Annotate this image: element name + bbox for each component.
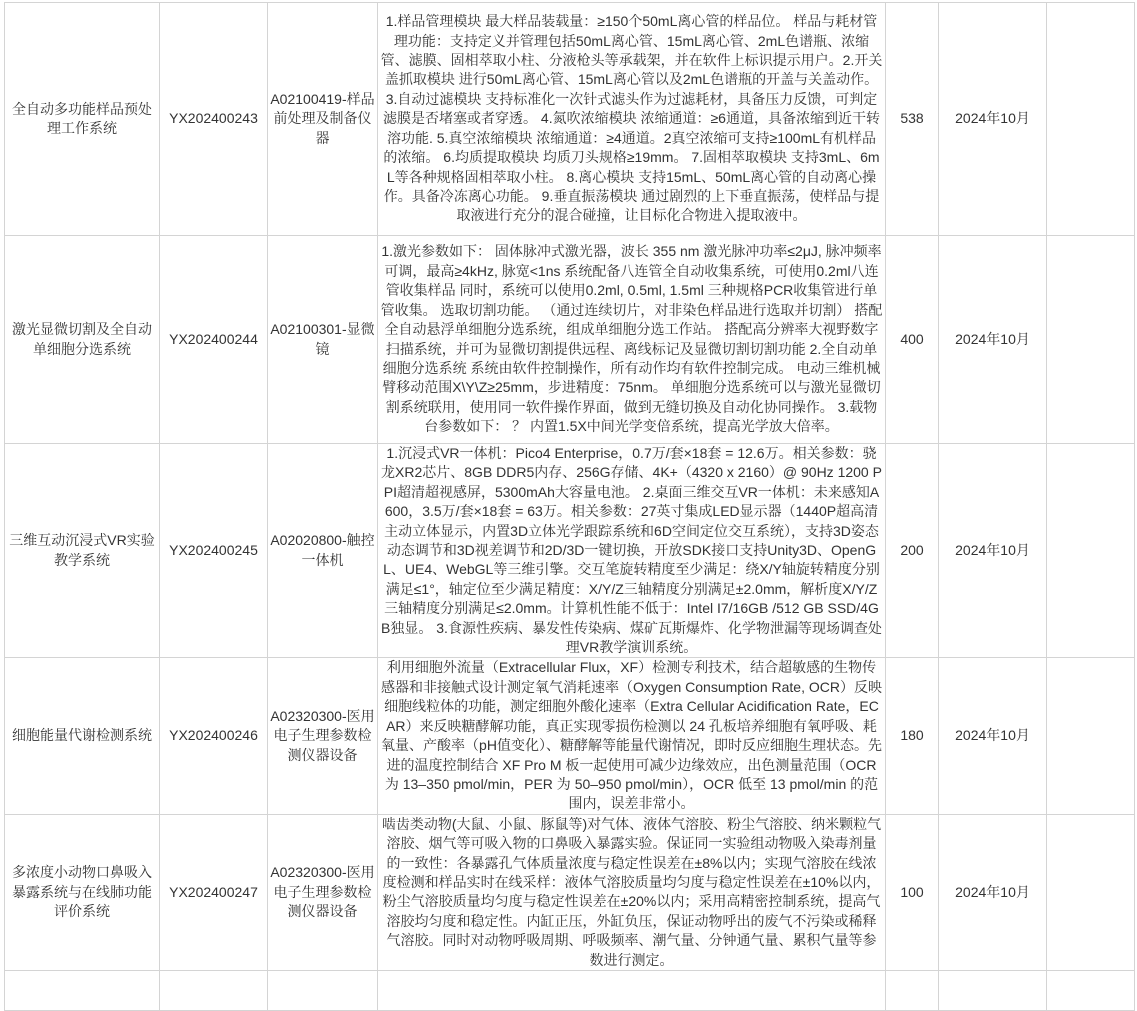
category-code-cell: A02320300-医用电子生理参数检测仪器设备 [268, 658, 378, 814]
empty-cell [1047, 444, 1135, 658]
empty-cell [5, 970, 160, 1010]
empty-cell [886, 970, 939, 1010]
project-id-cell: YX202400246 [160, 658, 268, 814]
equipment-name-cell: 全自动多功能样品预处理工作系统 [5, 3, 160, 236]
project-id-cell: YX202400247 [160, 814, 268, 970]
empty-cell [939, 970, 1047, 1010]
equipment-name-cell: 多浓度小动物口鼻吸入暴露系统与在线肺功能评价系统 [5, 814, 160, 970]
budget-amount-cell: 100 [886, 814, 939, 970]
empty-cell [1047, 658, 1135, 814]
date-cell: 2024年10月 [939, 814, 1047, 970]
equipment-table [4, 2, 1135, 1011]
spec-description-cell: 1.样品管理模块 最大样品装载量：≥150个50mL离心管的样品位。 样品与耗材管理功能：支持定义并管理包括50mL离心管、15mL离心管、2mL色谱瓶、浓缩管、滤膜、固相萃取小柱、分液枪头等承载架，并在软件上标识提示用户。2.开关盖抓取模块 进行50mL离心管、15mL离心管以及2mL色谱瓶的开盖与关盖动作。 3.自动过滤模块 支持标准化一次针式滤头作为过滤耗材，具备压力反馈，可判定滤膜是否堵塞或者穿透。 4.氮吹浓缩模块 浓缩通道：≥6通道，具备浓缩到近干转溶功能. 5.真空浓缩模块 浓缩通道：≥4通道。2真空浓缩可支持≥100mL有机样品的浓缩。 6.均质提取模块 均质刀头规格≥19mm。 7.固相萃取模块 支持3mL、6mL等各种规格固相萃取小柱。 8.离心模块 支持15mL、50mL离心管的自动离心操作。具备冷冻离心功能。 9.垂直振荡模块 通过剧烈的上下垂直振荡，使样品与提取液进行充分的混合碰撞，让目标化合物进入提取液中。 [378, 3, 886, 236]
empty-cell [378, 970, 886, 1010]
budget-amount-cell: 538 [886, 3, 939, 236]
date-cell: 2024年10月 [939, 444, 1047, 658]
project-id-cell: YX202400243 [160, 3, 268, 236]
empty-cell [268, 970, 378, 1010]
table-row [5, 658, 1135, 814]
equipment-name-cell: 激光显微切割及全自动单细胞分选系统 [5, 236, 160, 444]
empty-cell [160, 970, 268, 1010]
category-code-cell: A02100419-样品前处理及制备仪器 [268, 3, 378, 236]
equipment-name-cell: 细胞能量代谢检测系统 [5, 658, 160, 814]
table-row [5, 444, 1135, 658]
budget-amount-cell: 200 [886, 444, 939, 658]
date-cell: 2024年10月 [939, 658, 1047, 814]
table-row [5, 814, 1135, 970]
project-id-cell: YX202400244 [160, 236, 268, 444]
budget-amount-cell: 180 [886, 658, 939, 814]
equipment-name-cell: 三维互动沉浸式VR实验教学系统 [5, 444, 160, 658]
category-code-cell: A02320300-医用电子生理参数检测仪器设备 [268, 814, 378, 970]
date-cell: 2024年10月 [939, 236, 1047, 444]
category-code-cell: A02100301-显微镜 [268, 236, 378, 444]
budget-amount-cell: 400 [886, 236, 939, 444]
table-row [5, 236, 1135, 444]
category-code-cell: A02020800-触控一体机 [268, 444, 378, 658]
empty-cell [1047, 236, 1135, 444]
empty-cell [1047, 970, 1135, 1010]
project-id-cell: YX202400245 [160, 444, 268, 658]
spec-description-cell: 利用细胞外流量（Extracellular Flux，XF）检测专利技术，结合超敏感的生物传感器和非接触式设计测定氧气消耗速率（Oxygen Consumption Rate, OCR）反映细胞线粒体的功能，测定细胞外酸化速率（Extra Cellular Acidification Rate，ECAR）来反映糖酵解功能，真正实现零损伤检测以 24 孔板培养细胞有氧呼吸、耗氧量、产酸率（pH值变化）、糖酵解等能量代谢情况，即时反应细胞生理状态。先进的温度控制结合 XF Pro M 板一起使用可减少边缘效应，出色测量范围（OCR 为 13–350 pmol/min，PER 为 50–950 pmol/min），OCR 低至 13 pmol/min 的范围内，误差非常小。 [378, 658, 886, 814]
spec-description-cell: 1.沉浸式VR一体机：Pico4 Enterprise，0.7万/套×18套 = 12.6万。相关参数：骁龙XR2芯片、8GB DDR5内存、256G存储、4K+（4320 x 2160）@ 90Hz 1200 PPI超清超视感屏，5300mAh大容量电池。 2.桌面三维交互VR一体机：未来感知A600，3.5万/套×18套 = 63万。相关参数：27英寸集成LED显示器（1440P超高清主动立体显示，内置3D立体光学跟踪系统和6D空间定位交互系统），支持3D姿态动态调节和3D视差调节和2D/3D一键切换，开放SDK接口支持Unity3D、OpenGL、UE4、WebGL等三维引擎。交互笔旋转精度至少满足：绕X/Y轴旋转精度分别满足≤1°，轴定位至少满足精度：X/Y/Z三轴精度分别满足±2.0mm，解析度X/Y/Z三轴精度分别满足≤2.0mm。计算机性能不低于：Intel I7/16GB /512 GB SSD/4GB独显。 3.食源性疾病、暴发性传染病、煤矿瓦斯爆炸、化学物泄漏等现场调查处理VR教学演训系统。 [378, 444, 886, 658]
empty-cell [1047, 814, 1135, 970]
table-row-partial [5, 970, 1135, 1010]
spec-description-cell: 1.激光参数如下： 固体脉冲式激光器，波长 355 nm 激光脉冲功率≤2μJ, 脉冲频率可调，最高≥4kHz, 脉宽<1ns 系统配备八连管全自动收集系统，可使用0.2ml八连管收集样品 同时，系统可以使用0.2ml, 0.5ml, 1.5ml 三种规格PCR收集管进行单管收集。 选取切割功能。 （通过连续切片，对非染色样品进行选取并切割） 搭配全自动悬浮单细胞分选系统，组成单细胞分选工作站。 搭配高分辨率大视野数字扫描系统，并可为显微切割提供远程、离线标记及显微切割切割功能 2.全自动单细胞分选系统 系统由软件控制操作，所有动作均有软件控制完成。 电动三维机械臂移动范围X\Y\Z≥25mm，步进精度：75nm。 单细胞分选系统可以与激光显微切割系统联用，使用同一软件操作界面，做到无缝切换及自动化协同操作。 3.载物台参数如下： ？ 内置1.5X中间光学变倍系统，提高光学放大倍率。 [378, 236, 886, 444]
spec-description-cell: 啮齿类动物(大鼠、小鼠、豚鼠等)对气体、液体气溶胶、粉尘气溶胶、纳米颗粒气溶胶、烟气等可吸入物的口鼻吸入暴露实验。保证同一实验组动物吸入染毒剂量的一致性：各暴露孔气体质量浓度与稳定性误差在±8%以内；实现气溶胶在线浓度检测和样品实时在线采样：液体气溶胶质量均匀度与稳定性误差在±10%以内，粉尘气溶胶质量均匀度与稳定性误差在±20%以内；采用高精密控制系统，提高气溶胶均匀度和稳定性。内缸正压，外缸负压，保证动物呼出的废气不污染或稀释气溶胶。同时对动物呼吸周期、呼吸频率、潮气量、分钟通气量、累积气量等参数进行测定。 [378, 814, 886, 970]
date-cell: 2024年10月 [939, 3, 1047, 236]
empty-cell [1047, 3, 1135, 236]
table-row [5, 3, 1135, 236]
procurement-table [4, 2, 1137, 1011]
